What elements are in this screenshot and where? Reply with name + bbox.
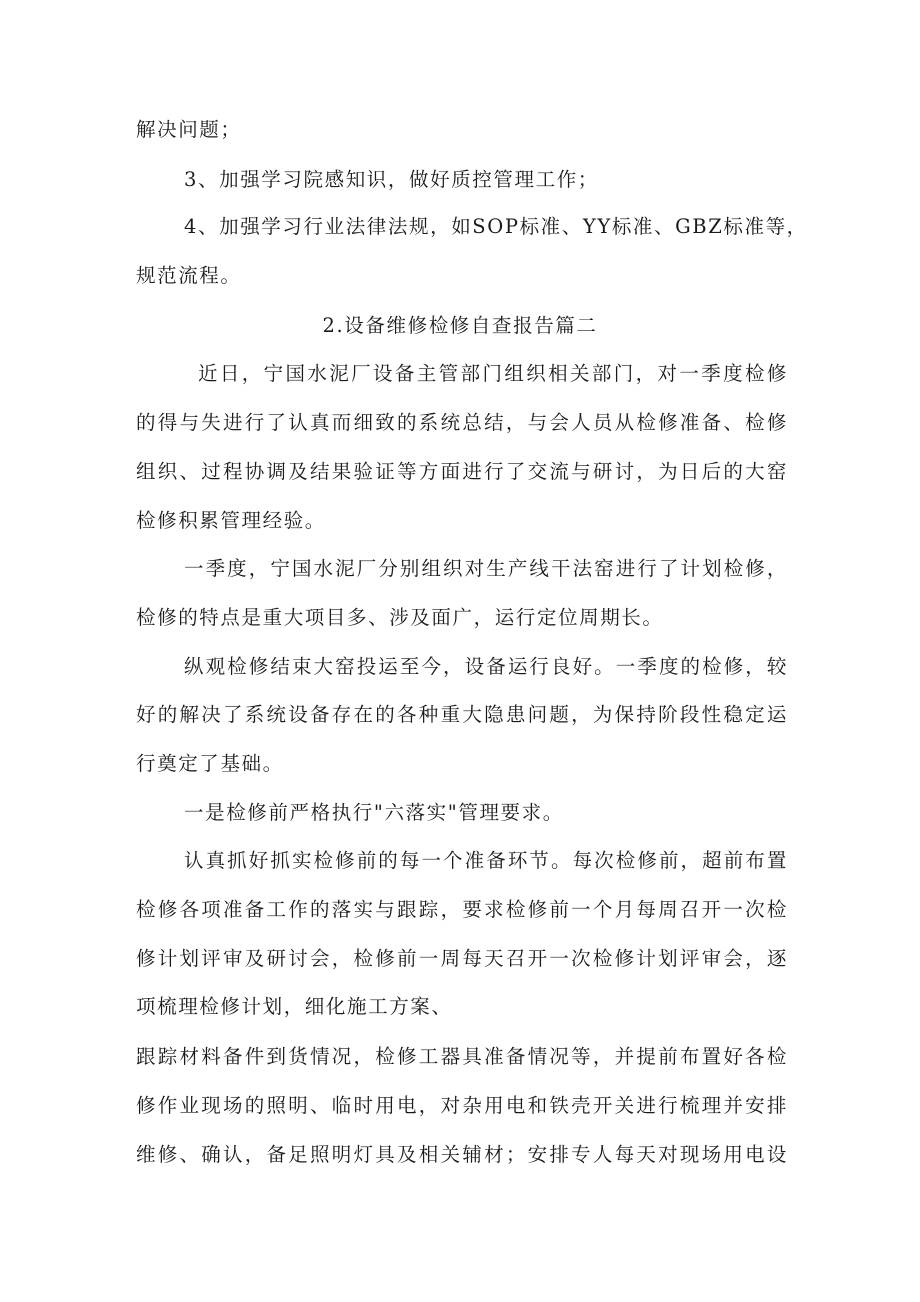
text-line: 规范流程。 bbox=[136, 264, 242, 287]
paragraph-line: 一是检修前严格执行"六落实"管理要求。 bbox=[184, 801, 564, 824]
paragraph-line: 检修的特点是重大项目多、涉及面广，运行定位周期长。 bbox=[136, 606, 664, 629]
paragraph-line: 修计划评审及研讨会，检修前一周每天召开一次检修计划评审会，逐 bbox=[136, 947, 788, 970]
paragraph-line: 项梳理检修计划，细化施工方案、 bbox=[136, 995, 453, 1018]
text-line: 解决问题； bbox=[136, 118, 242, 141]
paragraph-line: 跟踪材料备件到货情况，检修工器具准备情况等，并提前布置好各检 bbox=[136, 1045, 788, 1068]
paragraph-line: 的得与失进行了认真而细致的系统总结，与会人员从检修准备、检修 bbox=[136, 411, 788, 434]
paragraph-line: 组织、过程协调及结果验证等方面进行了交流与研讨，为日后的大窑 bbox=[136, 460, 788, 483]
paragraph-line: 一季度，宁国水泥厂分别组织对生产线干法窑进行了计划检修， bbox=[184, 557, 788, 580]
paragraph-line: 检修各项准备工作的落实与跟踪，要求检修前一个月每周召开一次检 bbox=[136, 898, 788, 921]
paragraph-line: 修作业现场的照明、临时用电，对杂用电和铁壳开关进行梳理并安排 bbox=[136, 1094, 788, 1117]
list-item-4: 4、加强学习行业法律法规，如SOP标准、YY标准、GBZ标准等， bbox=[184, 215, 808, 238]
paragraph-line: 纵观检修结束大窑投运至今，设备运行良好。一季度的检修，较 bbox=[184, 655, 788, 678]
list-item-3: 3、加强学习院感知识，做好质控管理工作； bbox=[184, 168, 599, 191]
paragraph-line: 认真抓好抓实检修前的每一个准备环节。每次检修前，超前布置 bbox=[184, 849, 788, 872]
paragraph-line: 近日，宁国水泥厂设备主管部门组织相关部门，对一季度检修 bbox=[198, 362, 788, 385]
section-heading: 2.设备维修检修自查报告篇二 bbox=[322, 314, 598, 337]
paragraph-line: 好的解决了系统设备存在的各种重大隐患问题，为保持阶段性稳定运 bbox=[136, 703, 788, 726]
paragraph-line: 检修积累管理经验。 bbox=[136, 509, 326, 532]
paragraph-line: 维修、确认，备足照明灯具及相关辅材；安排专人每天对现场用电设 bbox=[136, 1143, 788, 1166]
paragraph-line: 行奠定了基础。 bbox=[136, 752, 284, 775]
